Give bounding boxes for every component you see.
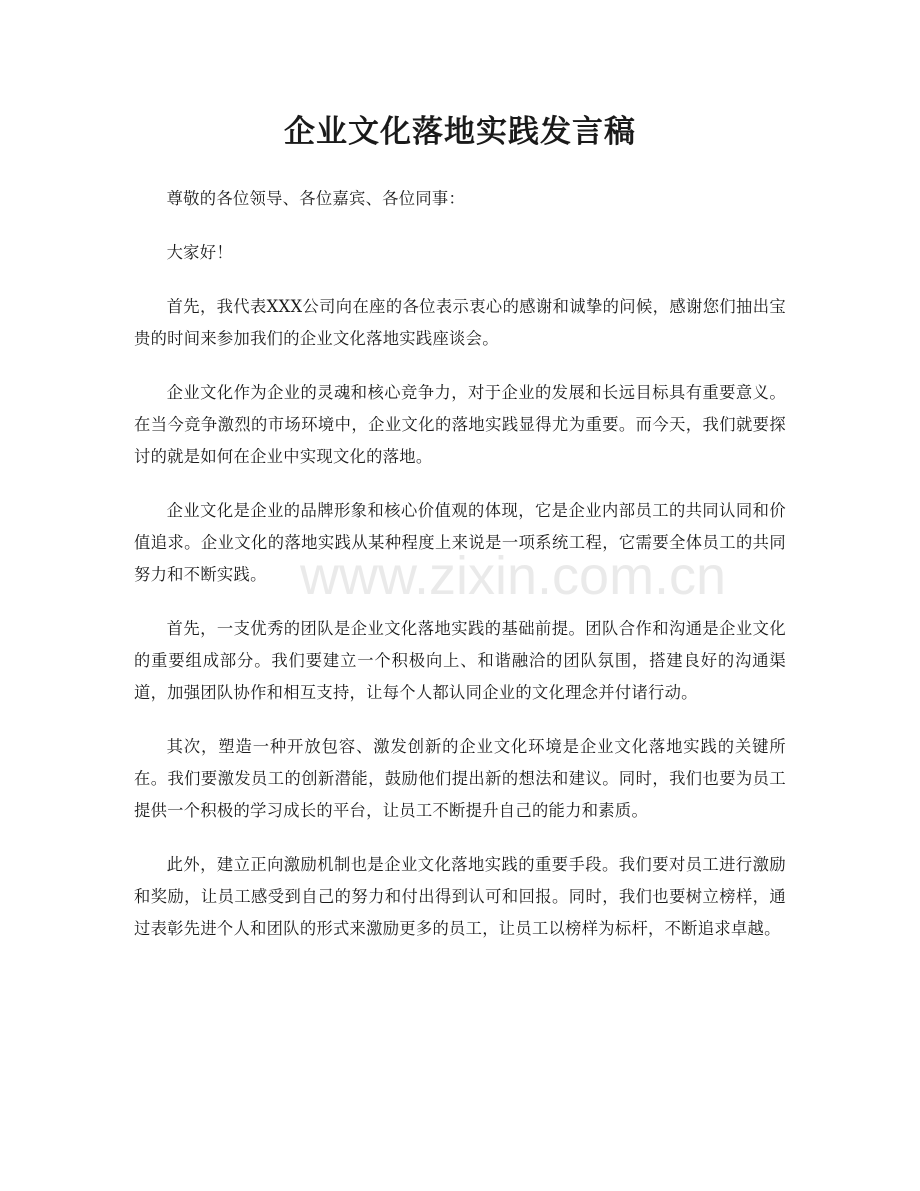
document-body — [134, 183, 786, 967]
body-paragraph: 首先，一支优秀的团队是企业文化落地实践的基础前提。团队合作和沟通是企业文化的重要组成部分。我们要建立一个积极向上、和谐融洽的团队氛围，搭建良好的沟通渠道，加强团队协作和相互支持，让每个人都认同企业的文化理念并付诸行动。 — [134, 619, 786, 702]
document-title: 企业文化落地实践发言稿 — [284, 114, 636, 150]
greeting-paragraph: 大家好！ — [166, 243, 233, 262]
body-paragraph: 其次，塑造一种开放包容、激发创新的企业文化环境是企业文化落地实践的关键所在。我们要激发员工的创新潜能，鼓励他们提出新的想法和建议。同时，我们也要为员工提供一个积极的学习成长的平台，让员工不断提升自己的能力和素质。 — [134, 737, 786, 820]
body-paragraph: 此外，建立正向激励机制也是企业文化落地实践的重要手段。我们要对员工进行激励和奖励，让员工感受到自己的努力和付出得到认可和回报。同时，我们也要树立榜样，通过表彰先进个人和团队的形式来激励更多的员工，让员工以榜样为标杆，不断追求卓越。 — [134, 855, 786, 938]
body-paragraph: 企业文化作为企业的灵魂和核心竞争力，对于企业的发展和长远目标具有重要意义。在当今竞争激烈的市场环境中，企业文化的落地实践显得尤为重要。而今天，我们就要探讨的就是如何在企业中实现文化的落地。 — [134, 383, 786, 466]
body-paragraph: 首先，我代表XXX公司向在座的各位表示衷心的感谢和诚挚的问候，感谢您们抽出宝贵的时间来参加我们的企业文化落地实践座谈会。 — [134, 297, 786, 348]
salutation-paragraph: 尊敬的各位领导、各位嘉宾、各位同事： — [166, 189, 466, 208]
watermark-text: www.zixin.com.cn — [300, 546, 727, 606]
body-paragraph: 企业文化是企业的品牌形象和核心价值观的体现，它是企业内部员工的共同认同和价值追求。企业文化的落地实践从某种程度上来说是一项系统工程，它需要全体员工的共同努力和不断实践。 — [134, 501, 786, 584]
